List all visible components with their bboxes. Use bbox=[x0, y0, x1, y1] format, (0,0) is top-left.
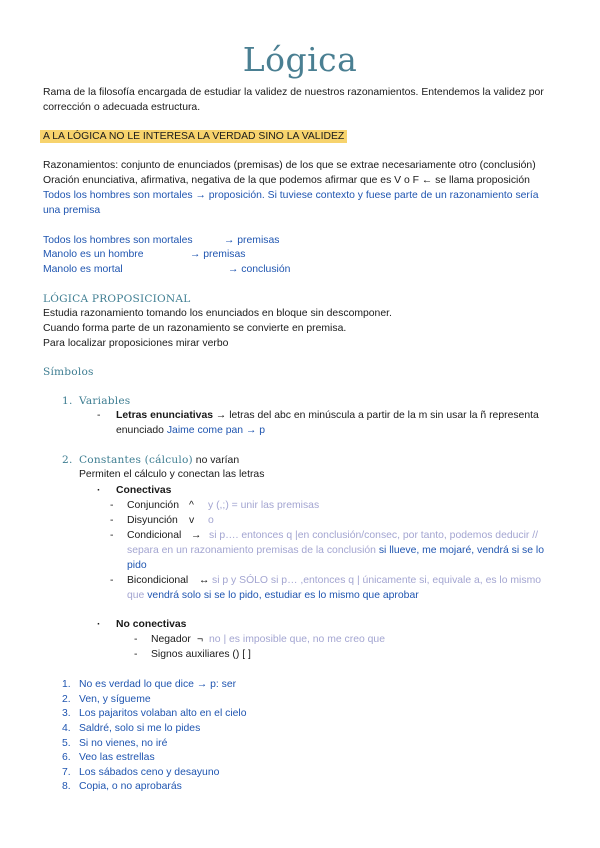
constants-line-2: Permiten el cálculo y conectan las letras bbox=[79, 469, 265, 480]
exercise-number: 7. bbox=[62, 767, 71, 778]
non-connectives-bullet: · bbox=[97, 619, 101, 630]
intro-line-2: corrección o adecuada estructura. bbox=[43, 102, 201, 113]
conditional-line-2 bbox=[127, 545, 544, 556]
letters-desc-2: enunciado bbox=[116, 425, 167, 436]
variables-line-2 bbox=[116, 425, 265, 436]
negator-name: Negador bbox=[151, 634, 191, 645]
non-connectives-heading: No conectivas bbox=[116, 619, 187, 630]
variables-heading: Variables bbox=[79, 395, 131, 407]
biconditional-dash: - bbox=[110, 575, 114, 586]
negator-symbol: ¬ bbox=[197, 634, 204, 645]
exercise-item: Los sábados ceno y desayuno bbox=[79, 767, 220, 778]
conditional-example: si llueve, me mojaré, vendrá si se lo bbox=[378, 545, 545, 556]
disjunction-name: Disyunción bbox=[127, 515, 178, 526]
syllogism-arrow-2: → premisas bbox=[190, 249, 246, 260]
variables-dash: - bbox=[97, 410, 101, 421]
syllogism-line-3: Manolo es mortal bbox=[43, 264, 123, 275]
example-note-line-2: una premisa bbox=[43, 205, 101, 216]
aux-signs-dash: - bbox=[134, 649, 138, 660]
key-statement bbox=[40, 131, 347, 142]
intro-line-1: Rama de la filosofía encargada de estudiar la validez de nuestros razonamientos. Entendemos la validez por bbox=[43, 87, 544, 98]
conjunction-dash: - bbox=[110, 500, 114, 511]
exercise-number: 3. bbox=[62, 708, 71, 719]
section-heading-symbols: Símbolos bbox=[43, 366, 94, 378]
variables-line-1 bbox=[116, 410, 539, 421]
biconditional-example: vendrá solo si se lo pido, estudiar es lo mismo que aprobar bbox=[147, 590, 419, 601]
variables-number: 1. bbox=[62, 395, 73, 407]
definition-reasoning: Razonamientos: conjunto de enunciados (premisas) de los que se extrae necesariamente otro (conclusión) bbox=[43, 160, 536, 171]
constants-heading: Constantes (cálculo) bbox=[79, 454, 193, 466]
exercise-item: Si no vienes, no iré bbox=[79, 738, 168, 749]
constants-line-1 bbox=[79, 454, 239, 466]
exercise-number: 5. bbox=[62, 738, 71, 749]
negator-dash: - bbox=[134, 634, 138, 645]
exercise-number: 6. bbox=[62, 752, 71, 763]
exercise-item: No es verdad lo que dice → p: ser bbox=[79, 679, 237, 690]
letters-example: Jaime come pan → p bbox=[166, 425, 266, 436]
conditional-symbol: → bbox=[191, 530, 202, 541]
conditional-name: Condicional bbox=[127, 530, 182, 541]
constants-suffix: no varían bbox=[192, 455, 240, 466]
disjunction-symbol: v bbox=[189, 515, 195, 526]
syllogism-line-1: Todos los hombres son mortales bbox=[43, 235, 193, 246]
conjunction-name: Conjunción bbox=[127, 500, 179, 511]
conjunction-symbol: ^ bbox=[189, 500, 194, 511]
syllogism-arrow-3: → conclusión bbox=[228, 264, 291, 275]
aux-signs: Signos auxiliares () [ ] bbox=[151, 649, 251, 660]
biconditional-desc-2: que bbox=[127, 590, 148, 601]
exercise-item: Ven, y sígueme bbox=[79, 694, 151, 705]
exercise-item: Copia, o no aprobarás bbox=[79, 781, 182, 792]
conditional-dash: - bbox=[110, 530, 114, 541]
disjunction-dash: - bbox=[110, 515, 114, 526]
highlighted-text: A LA LÓGICA NO LE INTERESA LA VERDAD SINO LA VALIDEZ bbox=[40, 130, 347, 143]
biconditional-desc: si p y SÓLO si p… ,entonces q | únicamente si, equivale a, es lo mismo bbox=[212, 575, 541, 586]
disjunction-desc: o bbox=[208, 515, 214, 526]
prop-logic-line-3: Para localizar proposiciones mirar verbo bbox=[43, 338, 229, 349]
syllogism-line-2: Manolo es un hombre bbox=[43, 249, 144, 260]
connectives-bullet: · bbox=[97, 485, 101, 496]
prop-logic-line-1: Estudia razonamiento tomando los enunciados en bloque sin descomponer. bbox=[43, 308, 392, 319]
exercise-item: Los pajaritos volaban alto en el cielo bbox=[79, 708, 247, 719]
exercise-item: Saldré, solo si me lo pides bbox=[79, 723, 201, 734]
prop-logic-line-2: Cuando forma parte de un razonamiento se convierte en premisa. bbox=[43, 323, 347, 334]
definition-proposition: Oración enunciativa, afirmativa, negativa de la que podemos afirmar que es V o F ← se llama proposición bbox=[43, 175, 530, 186]
exercise-number: 1. bbox=[62, 679, 71, 690]
conditional-desc: si p…. entonces q |en conclusión/consec, por tanto, podemos deducir // bbox=[209, 530, 539, 541]
example-note-line-1: Todos los hombres son mortales → proposición. Si tuviese contexto y fuese parte de un razonamiento sería bbox=[43, 190, 539, 201]
conditional-example-2: pido bbox=[127, 560, 147, 571]
connectives-heading: Conectivas bbox=[116, 485, 172, 496]
syllogism-arrow-1: → premisas bbox=[224, 235, 280, 246]
biconditional-name: Bicondicional bbox=[127, 575, 189, 586]
negator-desc: no | es imposible que, no me creo que bbox=[209, 634, 385, 645]
biconditional-line-2 bbox=[127, 590, 419, 601]
biconditional-symbol: ↔ bbox=[199, 575, 210, 586]
page-title: Lógica bbox=[242, 40, 358, 79]
letters-desc: → letras del abc en minúscula a partir de la m sin usar la ñ representa bbox=[213, 410, 539, 421]
conditional-desc-2: separa en un razonamiento premisas de la conclusión bbox=[127, 545, 379, 556]
constants-number: 2. bbox=[62, 454, 73, 466]
section-heading-prop-logic: LÓGICA PROPOSICIONAL bbox=[43, 293, 191, 305]
letters-label: Letras enunciativas bbox=[116, 410, 214, 421]
exercise-number: 4. bbox=[62, 723, 71, 734]
conjunction-desc: y (,;) = unir las premisas bbox=[208, 500, 320, 511]
exercise-item: Veo las estrellas bbox=[79, 752, 155, 763]
exercise-number: 2. bbox=[62, 694, 71, 705]
exercise-number: 8. bbox=[62, 781, 71, 792]
